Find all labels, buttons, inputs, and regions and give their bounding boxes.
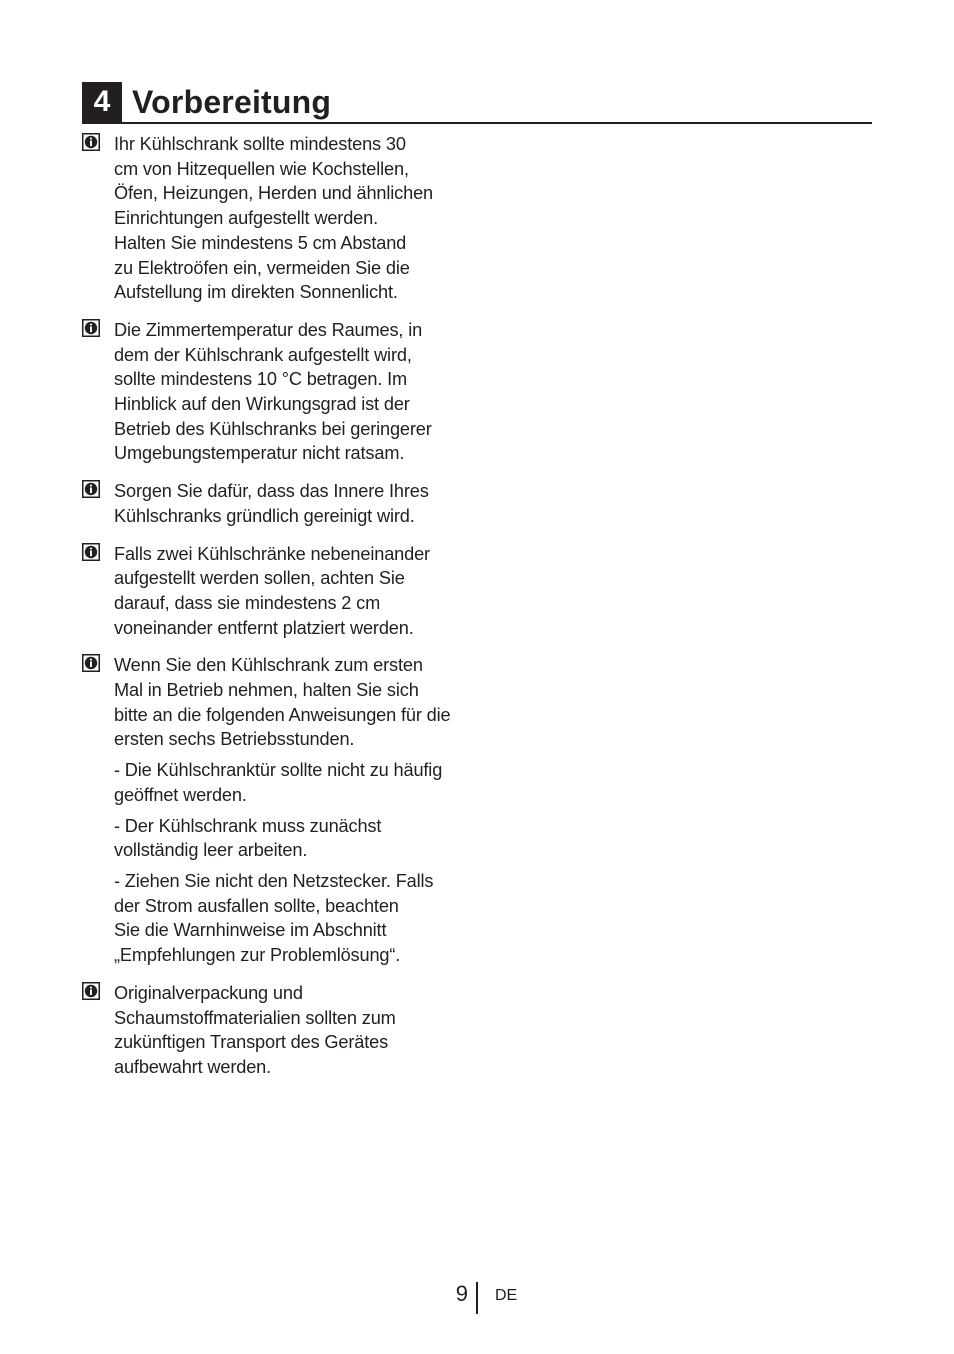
info-note [82, 981, 482, 1080]
info-icon [82, 543, 100, 561]
info-icon [82, 133, 100, 151]
info-note [82, 653, 482, 967]
notes-list [82, 132, 482, 1093]
page-number: 9 [455, 1281, 468, 1306]
note-paragraph: - Die Kühlschranktür sollte nicht zu häufig geöffnet werden. [114, 760, 443, 805]
info-icon [82, 654, 100, 672]
info-icon [82, 319, 100, 337]
note-paragraph: Falls zwei Kühlschränke nebeneinander aufgestellt werden sollen, achten Sie darauf, dass sie mindestens 2 cm voneinander entfernt platziert werden. [114, 543, 430, 638]
section-number: 4 [82, 82, 122, 122]
section-heading [82, 82, 872, 124]
note-paragraph: Wenn Sie den Kühlschrank zum ersten Mal in Betrieb nehmen, halten Sie sich bitte an die folgenden Anweisungen für die ersten sechs Betriebsstunden. [114, 655, 451, 750]
info-icon [82, 480, 100, 498]
note-paragraph: Die Zimmertemperatur des Raumes, in dem der Kühlschrank aufgestellt wird, sollte mindestens 10 °C betragen. Im Hinblick auf den Wirkungsgrad ist der Betrieb des Kühlschranks bei geringerer Umgebungstemperatur nicht ratsam. [114, 319, 432, 464]
page-footer [0, 1280, 954, 1320]
note-paragraph: Sorgen Sie dafür, dass das Innere Ihres Kühlschranks gründlich gereinigt wird. [114, 481, 429, 526]
language-code: DE [495, 1287, 518, 1304]
info-note [82, 132, 482, 305]
info-icon [82, 982, 100, 1000]
note-paragraph: Originalverpackung und Schaumstoffmaterialien sollten zum zukünftigen Transport des Gerätes aufbewahrt werden. [114, 982, 396, 1077]
note-paragraph: - Der Kühlschrank muss zunächst vollständig leer arbeiten. [114, 815, 382, 861]
section-title: Vorbereitung [132, 84, 332, 120]
info-note [82, 479, 482, 528]
info-note [82, 318, 482, 466]
note-paragraph: - Ziehen Sie nicht den Netzstecker. Falls der Strom ausfallen sollte, beachten Sie die Warnhinweise im Abschnitt „Empfehlungen zur Problemlösung“. [114, 870, 434, 966]
footer-divider [476, 1282, 478, 1314]
note-paragraph: Ihr Kühlschrank sollte mindestens 30 cm von Hitzequellen wie Kochstellen, Öfen, Heizungen, Herden und ähnlichen Einrichtungen aufgestellt werden. Halten Sie mindestens 5 cm Abstand zu Elektroöfen ein, vermeiden Sie die Aufstellung im direkten Sonnenlicht. [114, 134, 434, 303]
info-note [82, 542, 482, 641]
